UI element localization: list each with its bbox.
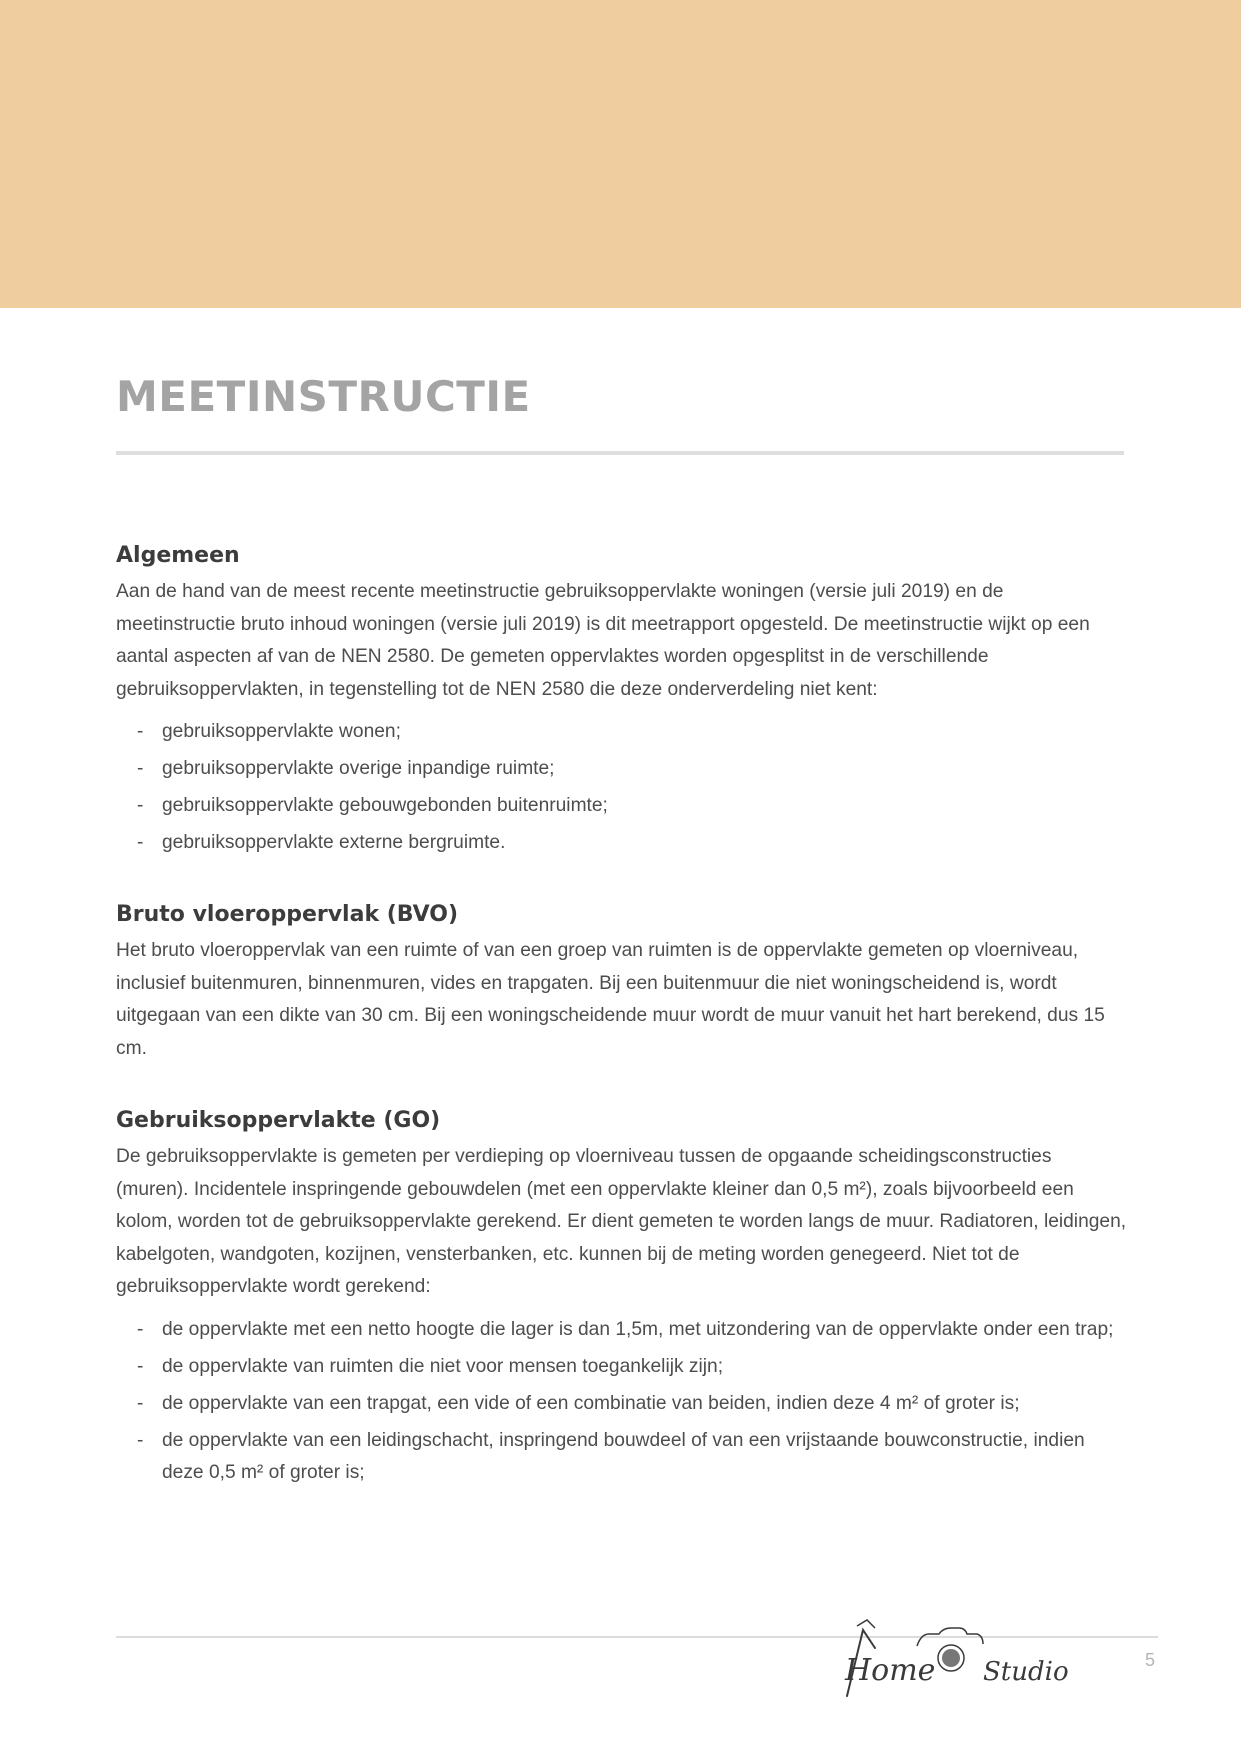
section-paragraph: Het bruto vloeroppervlak van een ruimte of van een groep van ruimten is de oppervlakte gemeten op vloerniveau, inclusief buitenmuren, binnenmuren, vides en trapgaten. Bij een buitenmuur die niet woningscheidend is, wordt uitgegaan van een dikte van 30 cm. Bij een woningscheidende muur wordt de muur vanuit het hart berekend, dus 15 cm.: [116, 940, 1105, 1059]
title-divider: [116, 451, 1124, 455]
page-title: MEETINSTRUCTIE: [116, 372, 531, 421]
section-go: [116, 1105, 1128, 1489]
section-algemeen: [116, 540, 1128, 859]
list-item: - gebruiksoppervlakte externe bergruimte.: [162, 827, 1128, 859]
list-item: - de oppervlakte van ruimten die niet voor mensen toegankelijk zijn;: [162, 1351, 1128, 1383]
list-item: - de oppervlakte met een netto hoogte die lager is dan 1,5m, met uitzondering van de oppervlakte onder een trap;: [162, 1314, 1128, 1346]
list-item: - gebruiksoppervlakte overige inpandige ruimte;: [162, 753, 1128, 785]
bullet-list: [116, 716, 1128, 859]
logo-graphic: [805, 1618, 1075, 1708]
home-studio-logo: [805, 1618, 1075, 1708]
section-heading: Bruto vloeroppervlak (BVO): [116, 902, 459, 927]
page-content: [116, 540, 1128, 1494]
list-item: - gebruiksoppervlakte wonen;: [162, 716, 1128, 748]
header-banner: [0, 0, 1241, 308]
section-heading: Gebruiksoppervlakte (GO): [116, 1108, 441, 1133]
section-paragraph: Aan de hand van de meest recente meetinstructie gebruiksoppervlakte woningen (versie juli 2019) en de meetinstructie bruto inhoud woningen (versie juli 2019) is dit meetrapport opgesteld. De meetinstructie wijkt op een aantal aspecten af van de NEN 2580. De gemeten oppervlaktes worden opgesplitst in de verschillende gebruiksoppervlakten, in tegenstelling tot de NEN 2580 die deze onderverdeling niet kent:: [116, 581, 1090, 700]
section-heading: Algemeen: [116, 543, 240, 568]
logo-word-home: Home: [845, 1653, 936, 1688]
page-number: 5: [1145, 1650, 1156, 1670]
list-item: - gebruiksoppervlakte gebouwgebonden buitenruimte;: [162, 790, 1128, 822]
section-paragraph: De gebruiksoppervlakte is gemeten per verdieping op vloerniveau tussen de opgaande scheidingsconstructies (muren). Incidentele inspringende gebouwdelen (met een oppervlakte kleiner dan 0,5 m²), zoals bijvoorbeeld een kolom, worden tot de gebruiksoppervlakte gerekend. Er dient gemeten te worden langs de muur. Radiatoren, leidingen, kabelgoten, wandgoten, kozijnen, vensterbanken, etc. kunnen bij de meting worden genegeerd. Niet tot de gebruiksoppervlakte wordt gerekend:: [116, 1146, 1127, 1297]
list-item: - de oppervlakte van een leidingschacht, inspringend bouwdeel of van een vrijstaande bouwconstructie, indien deze 0,5 m² of groter is;: [162, 1425, 1128, 1489]
bullet-list: [116, 1314, 1128, 1489]
section-bvo: [116, 899, 1128, 1065]
list-item: - de oppervlakte van een trapgat, een vide of een combinatie van beiden, indien deze 4 m² of groter is;: [162, 1388, 1128, 1420]
logo-word-studio: Studio: [983, 1657, 1069, 1687]
